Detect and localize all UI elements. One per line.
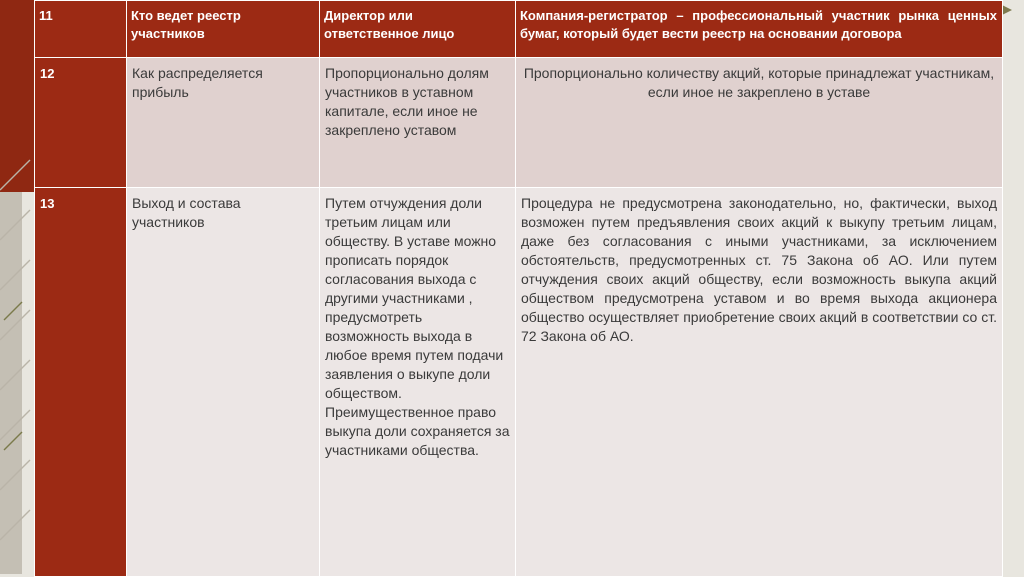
table-row-13 — [35, 188, 1003, 577]
table-row-11 — [35, 1, 1003, 58]
row-topic: Как распределяется прибыль — [127, 58, 320, 188]
row-number: 12 — [35, 58, 127, 188]
jsc-cell: Пропорционально количеству акций, которые принадлежат участникам, если иное не закреплено в уставе — [516, 58, 1003, 188]
jsc-cell: Компания-регистратор – профессиональный участник рынка ценных бумаг, который будет вести реестр на основании договора — [516, 1, 1003, 58]
llc-cell: Директор или ответственное лицо — [320, 1, 516, 58]
row-topic: Кто ведет реестр участников — [127, 1, 320, 58]
llc-cell: Путем отчуждения доли третьим лицам или обществу. В уставе можно прописать порядок согласования выхода с другими участниками , предусмотреть возможность выхода в любое время путем подачи заявления о выкупе доли обществом. Преимущественное право выкупа доли сохраняется за участниками общества. — [320, 188, 516, 577]
row-topic: Выход и состава участников — [127, 188, 320, 577]
llc-cell: Пропорционально долям участников в уставном капитале, если иное не закреплено уставом — [320, 58, 516, 188]
row-number: 13 — [35, 188, 127, 577]
comparison-table — [34, 0, 1003, 577]
table-row-12 — [35, 58, 1003, 188]
row-number: 11 — [35, 1, 127, 58]
jsc-cell: Процедура не предусмотрена законодательно, но, фактически, выход возможен путем предъявления своих акций к выкупу третьим лицам, даже без согласования с иными участниками, за исключением обстоятельств, предусмотренных ст. 75 Закона об АО. Или путем отчуждения своих акций обществу, если возможность выкупа акций обществом предусмотрена уставом и во время выхода акционера общество осуществляет приобретение своих акций в соответствии со ст. 72 Закона об АО. — [516, 188, 1003, 577]
